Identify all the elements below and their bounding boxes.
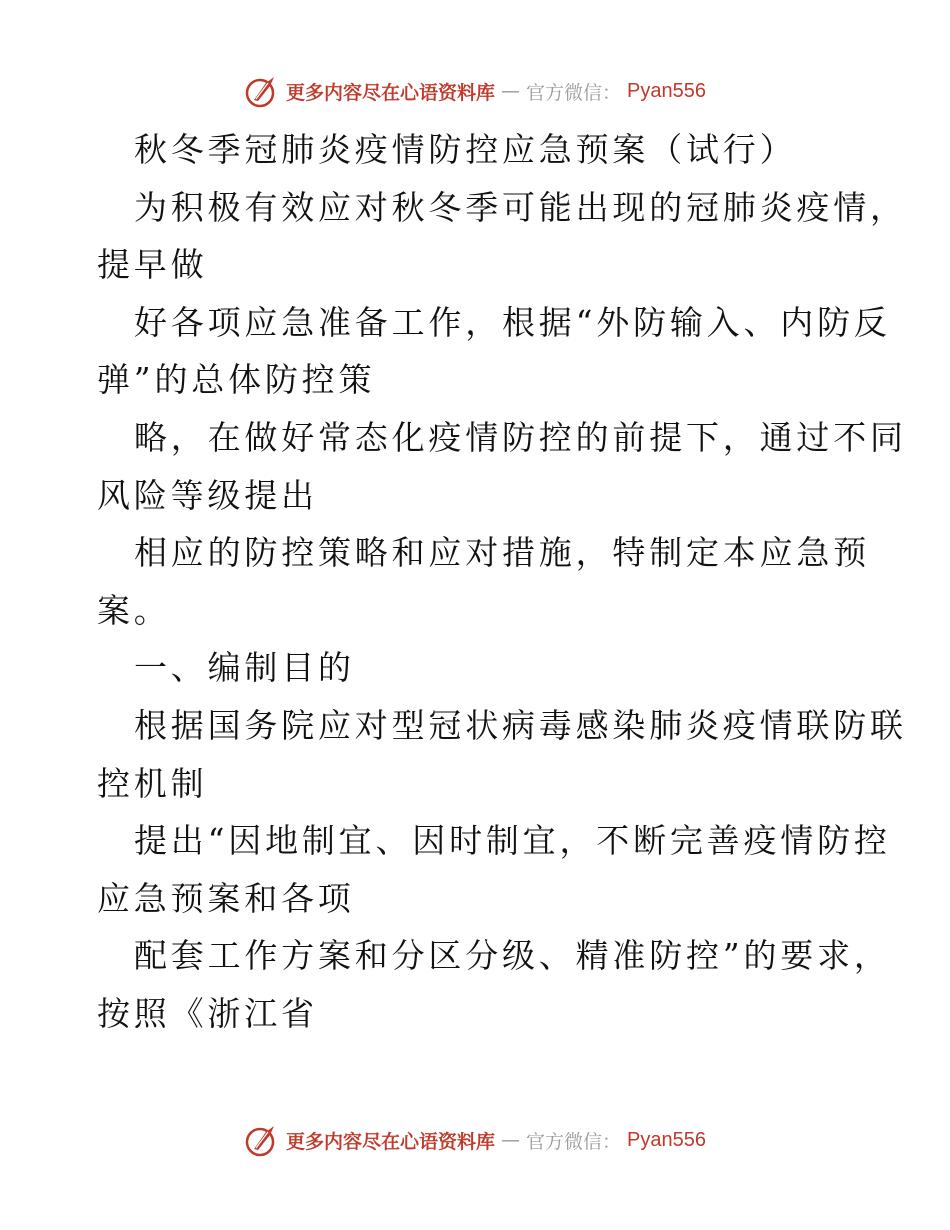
watermark-separator: — xyxy=(501,1129,521,1151)
text-line: 弹”的总体防控策 xyxy=(97,360,376,400)
text-line: 案。 xyxy=(97,590,171,630)
watermark-wechat-label: 官方微信： xyxy=(526,81,622,104)
watermark-text: 更多内容尽在心语资料库 xyxy=(286,81,496,104)
watermark-text: 更多内容尽在心语资料库 xyxy=(286,1130,496,1153)
header-watermark xyxy=(0,71,950,111)
text-line: 好各项应急准备工作，根据“外防输入、内防反 xyxy=(134,302,891,342)
watermark-separator: — xyxy=(501,80,521,102)
footer-watermark xyxy=(0,1120,950,1160)
document-body xyxy=(97,121,907,1043)
section-heading: 一、编制目的 xyxy=(134,648,355,688)
watermark-wechat-label: 官方微信： xyxy=(526,1130,622,1153)
text-line: 应急预案和各项 xyxy=(97,878,355,918)
watermark-wechat-id: Pyan556 xyxy=(627,79,706,102)
quill-pen-logo-icon xyxy=(244,1122,280,1158)
text-line: 按照《浙江省 xyxy=(97,993,318,1033)
text-line: 相应的防控策略和应对措施，特制定本应急预 xyxy=(134,533,870,573)
text-line: 提出“因地制宜、因时制宜，不断完善疫情防控 xyxy=(134,821,891,861)
watermark-wechat-id: Pyan556 xyxy=(627,1128,706,1151)
text-line: 略，在做好常态化疫情防控的前提下，通过不同 xyxy=(134,417,907,457)
text-line: 配套工作方案和分区分级、精准防控”的要求， xyxy=(134,936,891,976)
text-line: 根据国务院应对型冠状病毒感染肺炎疫情联防联 xyxy=(134,705,907,745)
text-line: 为积极有效应对秋冬季可能出现的冠肺炎疫情， xyxy=(134,187,907,227)
text-line: 提早做 xyxy=(97,245,208,285)
document-title: 秋冬季冠肺炎疫情防控应急预案（试行） xyxy=(134,130,797,169)
quill-pen-logo-icon xyxy=(244,73,280,109)
text-line: 风险等级提出 xyxy=(97,475,318,515)
text-line: 控机制 xyxy=(97,763,208,803)
